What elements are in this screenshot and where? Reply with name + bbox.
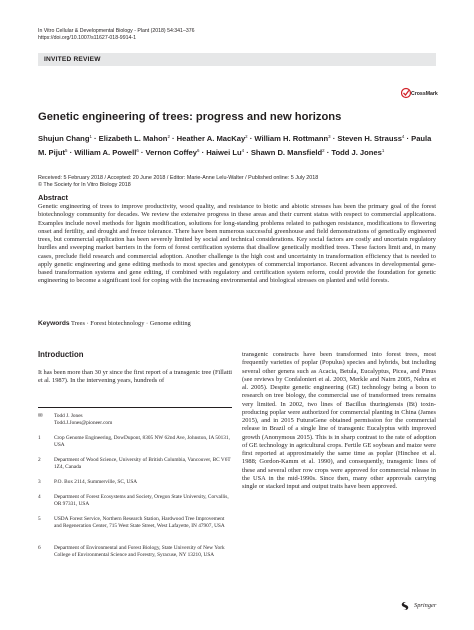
author-separator: · <box>67 148 75 157</box>
author-separator: · <box>244 148 251 157</box>
author-affiliation-number: 1 <box>381 148 385 153</box>
author[interactable] <box>146 148 200 157</box>
author-separator: · <box>138 148 146 157</box>
history-line: Received: 5 February 2018 / Accepted: 20 June 2018 / Editor: Marie-Anne Lelu-Walter / Published online: 5 July 2018 <box>38 175 319 181</box>
section-tag-bar <box>38 53 436 66</box>
keywords-text: Trees · Forest biotechnology · Genome editing <box>71 320 191 327</box>
author[interactable] <box>99 134 170 143</box>
footnote-divider <box>38 407 232 408</box>
author-affiliation-number: 4 <box>401 134 405 139</box>
correspondence-footnote <box>38 413 232 427</box>
author[interactable] <box>206 148 244 157</box>
envelope-icon: ✉ <box>38 413 43 419</box>
author-name: Heather A. MacKay <box>176 134 246 143</box>
affiliation-number: 5 <box>38 516 41 522</box>
author[interactable] <box>337 134 404 143</box>
correspondence-email[interactable]: Todd.J.Jones@pioneer.com <box>54 419 113 426</box>
author-separator: · <box>324 148 332 157</box>
author[interactable] <box>251 148 325 157</box>
author[interactable] <box>38 134 92 143</box>
author-separator: · <box>169 134 177 143</box>
affiliation-text: P.O. Box 2114, Summerville, SC, USA <box>54 479 138 485</box>
journal-citation <box>38 28 195 42</box>
author-name: Steven H. Strauss <box>337 134 402 143</box>
author-name: Paula M. Pijut <box>38 134 432 157</box>
author-affiliation-number: 6 <box>197 148 200 153</box>
keywords-line <box>38 320 191 327</box>
author[interactable] <box>331 148 384 157</box>
author-separator: · <box>247 134 255 143</box>
author-affiliation-number: 5 <box>65 148 68 153</box>
author-separator: · <box>404 134 412 143</box>
author-affiliation-number: 2 <box>322 148 325 153</box>
author-name: William A. Powell <box>74 148 137 157</box>
affiliation-text: USDA Forest Service, Northern Research Station, Hardwood Tree Improvement and Regeneration Center, 715 West State Street, West Lafayette, IN 47907, USA <box>54 516 225 529</box>
introduction-heading: Introduction <box>38 350 84 359</box>
author[interactable] <box>74 148 139 157</box>
affiliation-number: 1 <box>38 435 41 441</box>
affiliation-number: 6 <box>38 545 41 551</box>
author-name: Vernon Coffey <box>145 148 197 157</box>
abstract-text: Genetic engineering of trees to improve productivity, wood quality, and resistance to biotic and abiotic stresses has been the primary goal of the forest biotechnology community for decades. We review the extensive progress in these areas and their current status with respect to commercial applications. Examples include novel methods for lignin modification, solutions for long-standing problems related to pathogen resistance, modifications to flowering onset and fertility, and drought and freeze tolerance. There have been numerous successful greenhouse and field demonstrations of genetically engineered trees, but commercial application has been severely limited by social and technical considerations. Key social factors are costly and uncertain regulatory hurdles and sweeping market barriers in the form of forest certification systems that disallow genetically modified trees. These factors limit and, in many cases, preclude field research and commercial adoption. Another challenge is the high cost and uncertainty in transformation efficiency that is needed to apply genetic engineering and gene editing methods to most species and genotypes of commercial importance. Recent advances in developmental gene-based transformation systems and gene editing, if combined with regulatory and certification system reform, could provide the foundation for genetic engineering to become a significant tool for coping with the increasing environmental and biological stresses on planted and wild forests. <box>38 203 436 285</box>
article-title: Genetic engineering of trees: progress and new horizons <box>38 111 342 123</box>
affiliation-text: Department of Environmental and Forest Biology, State University of New York College of Environmental Science and Forestry, Syracuse, NY 13210, USA <box>54 545 225 558</box>
copyright-line: © The Society for In Vitro Biology 2018 <box>38 182 131 189</box>
author-name: Haiwei Lu <box>206 148 242 157</box>
author[interactable] <box>177 134 248 143</box>
author-list <box>38 131 438 159</box>
introduction-right-text: transgenic constructs have been transformed into forest trees, most frequently varieties of poplar (Populus) species and hybrids, but including several other genera such as Acacia, Betula, Eucalyptus, Picea, and Pinus (see reviews by Confalonieri et al. 2003, Merkle and Nairn 2005, Nehra et al. 2005). Despite genetic engineering (GE) technology being a boon to research on tree biology, the commercial use of transformed trees remains very limited. In 2002, two lines of Bacillus thuringiensis (Bt) toxin-producing poplar were authorized for commercial planting in China (James 2015), and in 2015 FuturaGene obtained permission for the commercial release in Brazil of a single line of transgenic Eucalyptus with improved growth (Anonymous 2015). This is in sharp contrast to the rate of adoption of GE technology in agricultural crops. Fertile GE soybean and maize were first reported at approximately the same time as poplar (Hinchee et al. 1988; Gordon-Kamm et al. 1990), and consequently, transgenic lines of these and several other row crops were approved for commercial release in the USA in the mid-1990s. Since then, many other approvals carrying single or stacked input and output traits have been approved. <box>242 351 436 490</box>
author-separator: · <box>199 148 207 157</box>
correspondence-name: Todd J. Jones <box>54 413 83 419</box>
author-separator: · <box>330 134 338 143</box>
affiliation-number: 3 <box>38 479 41 485</box>
author-name: Shawn D. Mansfield <box>250 148 323 157</box>
introduction-left-text: It has been more than 30 yr since the first report of a transgenic tree (Fillatti et al. 1987). In the intervening years, hundreds of <box>38 369 232 385</box>
affiliation-text: Crop Genome Engineering, DowDupont, 8305 NW 62nd Ave, Johnston, IA 50131, USA <box>54 435 230 448</box>
author-separator: · <box>91 134 99 143</box>
author-affiliation-number: 2 <box>167 134 170 139</box>
crossmark-label: CrossMark <box>411 91 438 97</box>
author-name: William H. Rottmann <box>254 134 329 143</box>
publisher-name: Springer <box>414 602 437 609</box>
affiliation-text: Department of Wood Science, University of British Columbia, Vancouver, BC V6T 1Z4, Canada <box>54 457 231 470</box>
journal-name-line: In Vitro Cellular & Developmental Biology - Plant (2018) 54:341–376 <box>38 28 195 34</box>
abstract-heading: Abstract <box>38 193 68 202</box>
section-tag-label: INVITED REVIEW <box>44 55 101 63</box>
affiliation-number: 2 <box>38 457 41 463</box>
author[interactable] <box>254 134 330 143</box>
author-affiliation-number: 4 <box>241 148 245 153</box>
author-affiliation-number: 1 <box>89 134 92 139</box>
affiliation-number: 4 <box>38 494 41 500</box>
article-dates <box>38 175 318 190</box>
author-name: Todd J. Jones <box>331 148 382 157</box>
author-affiliation-number: 6 <box>136 148 139 153</box>
author-affiliation-number: 2 <box>245 134 248 139</box>
doi-link[interactable]: https://doi.org/10.1007/s11627-018-9914-1 <box>38 35 136 41</box>
affiliation-text: Department of Forest Ecosystems and Society, Oregon State University, Corvallis, OR 97331, USA <box>54 494 229 507</box>
author-name: Elizabeth L. Mahon <box>98 134 168 143</box>
keywords-label: Keywords <box>38 320 70 327</box>
author-affiliation-number: 3 <box>328 134 331 139</box>
author-name: Shujun Chang <box>38 134 90 143</box>
